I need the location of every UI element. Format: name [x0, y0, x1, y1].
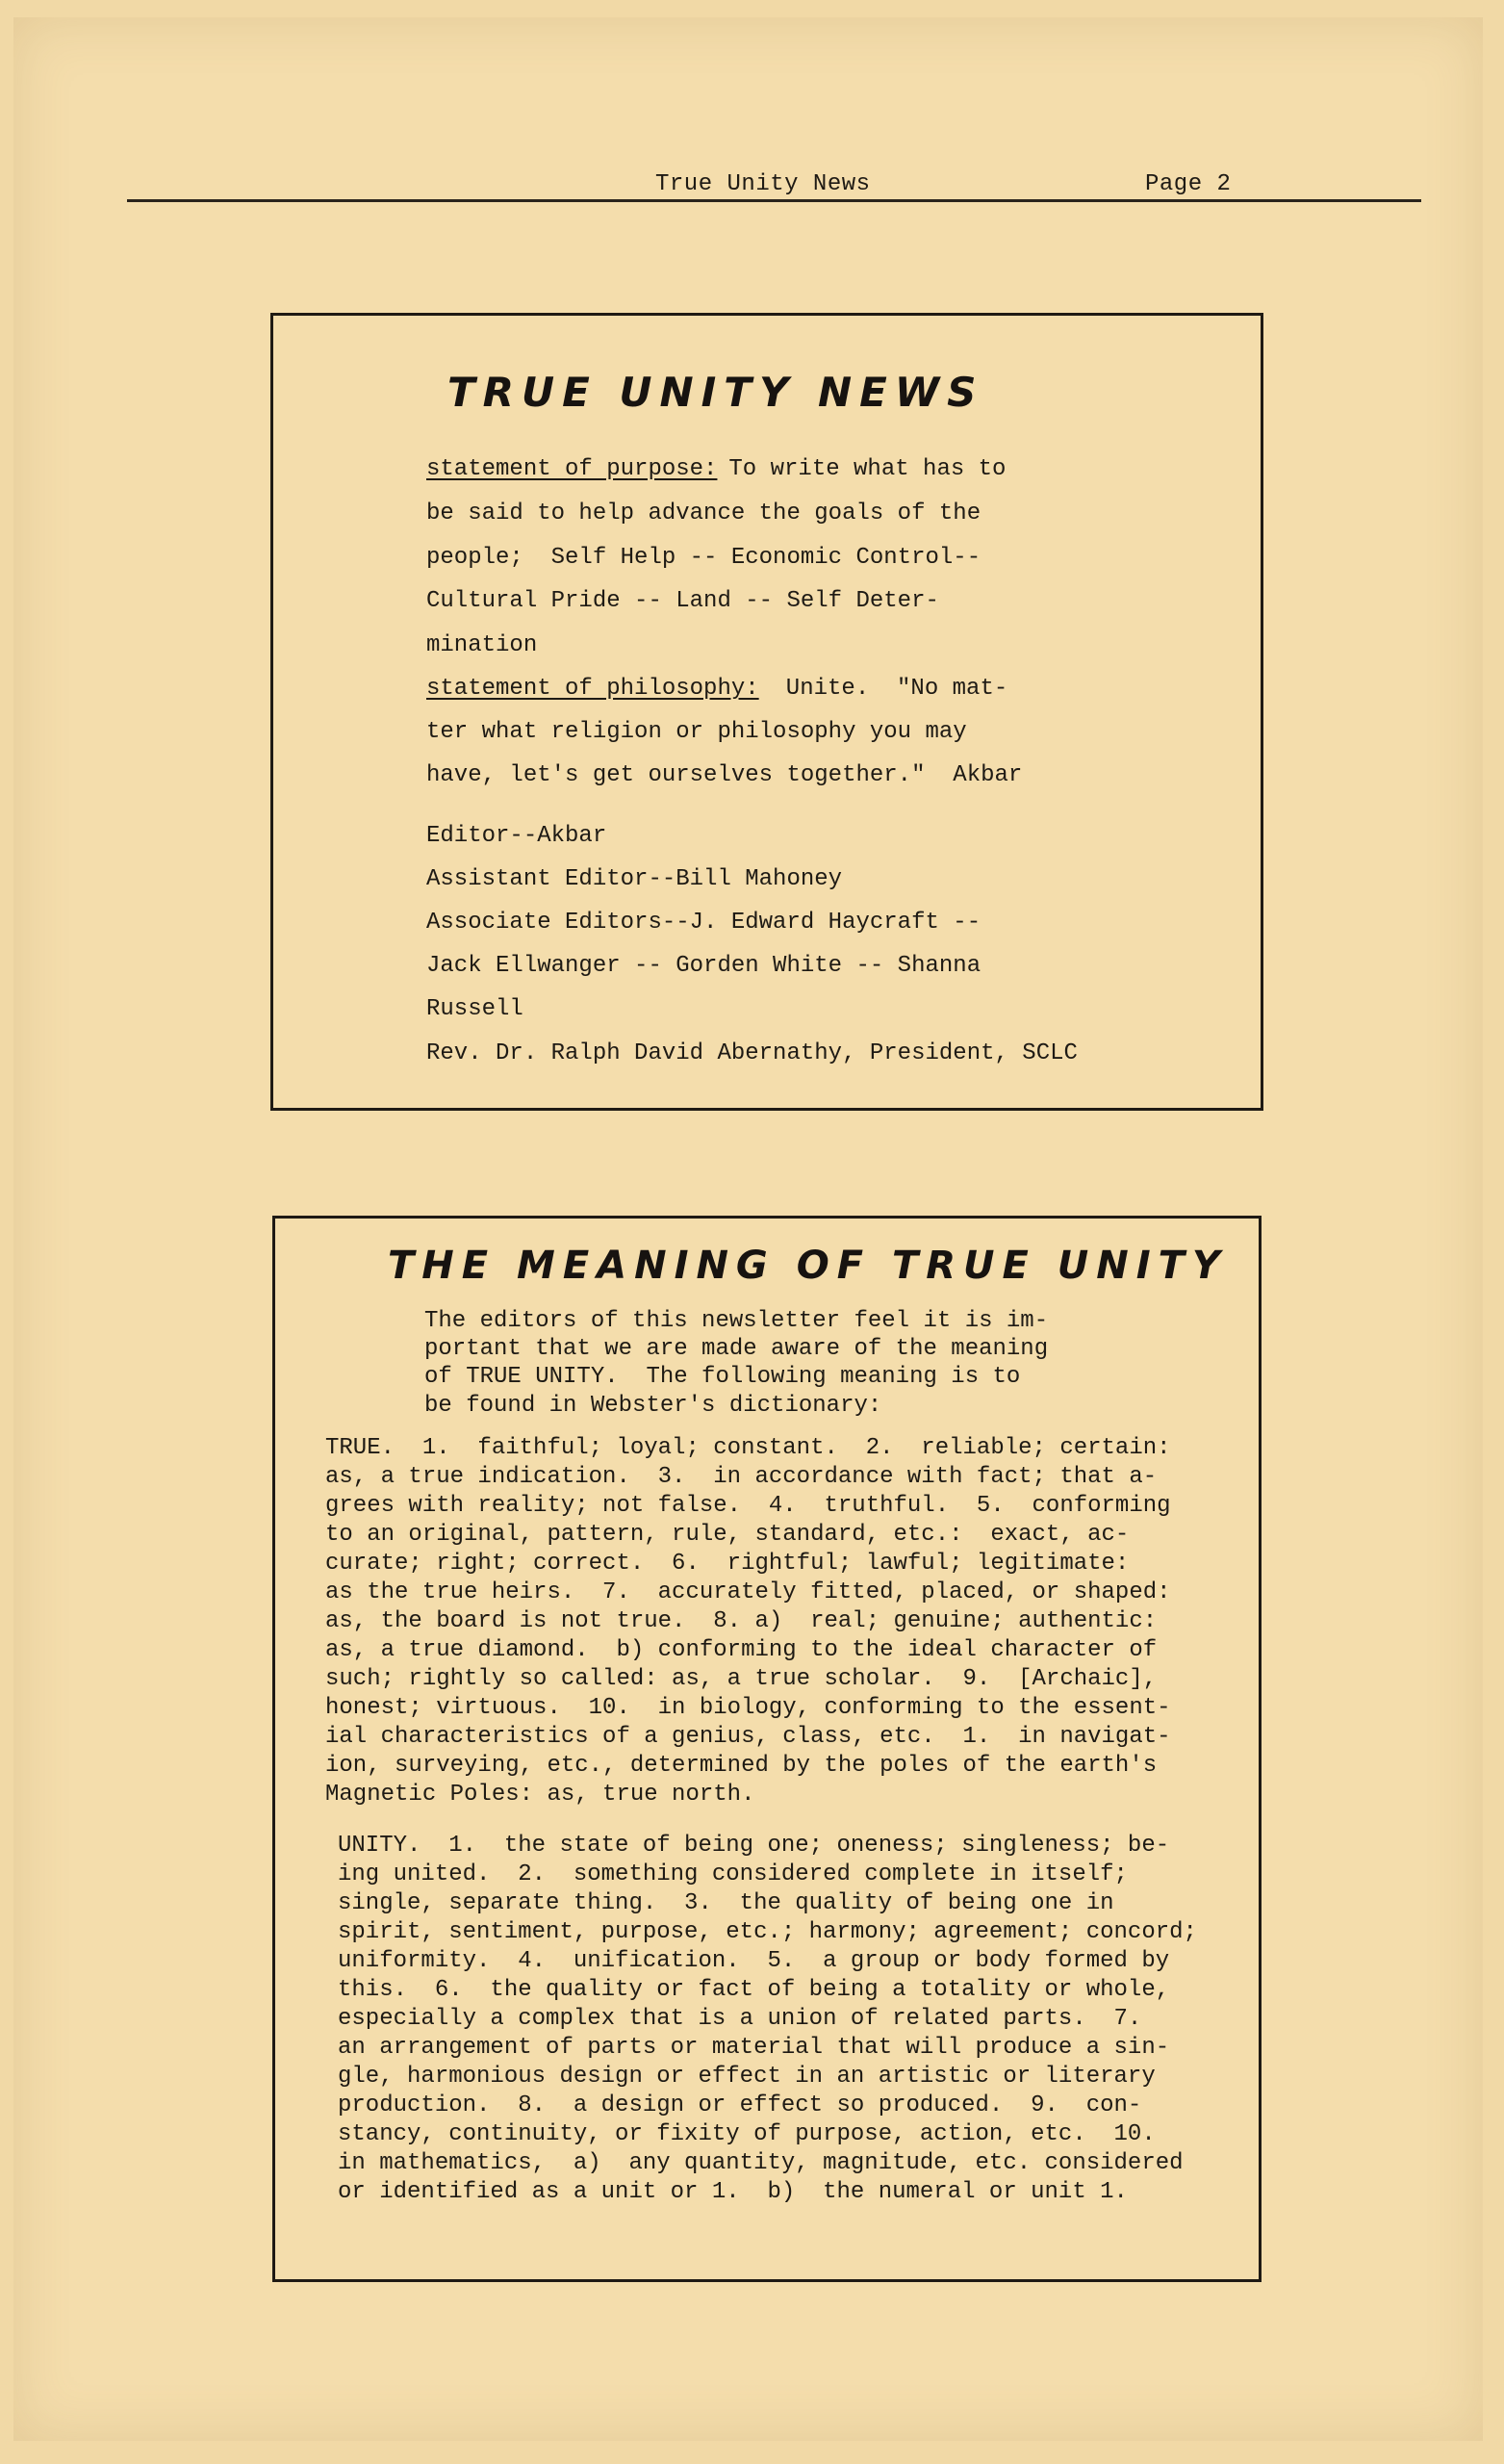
- staff-line: Jack Ellwanger -- Gorden White -- Shanna: [426, 953, 981, 979]
- purpose-line: be said to help advance the goals of the: [426, 500, 981, 526]
- header-rule: [127, 199, 1421, 202]
- philosophy-line: have, let's get ourselves together." Akbar: [426, 762, 1023, 788]
- header-page-number: Page 2: [1145, 171, 1232, 197]
- intro-line: be found in Webster's dictionary:: [424, 1393, 882, 1419]
- masthead-box: [270, 313, 1263, 1111]
- purpose-line: mination: [426, 632, 538, 658]
- staff-line: Assistant Editor--Bill Mahoney: [426, 866, 843, 892]
- intro-line: The editors of this newsletter feel it is im-: [424, 1308, 1049, 1334]
- staff-line: Rev. Dr. Ralph David Abernathy, President, SCLC: [426, 1040, 1078, 1066]
- purpose-line: Cultural Pride -- Land -- Self Deter-: [426, 588, 939, 614]
- masthead-title: TRUE UNITY NEWS: [447, 369, 984, 416]
- header-title: True Unity News: [655, 171, 871, 197]
- philosophy-line: Unite. "No mat-: [758, 676, 1008, 702]
- staff-line: Editor--Akbar: [426, 823, 607, 849]
- philosophy-line: ter what religion or philosophy you may: [426, 719, 967, 745]
- staff-line: Russell: [426, 996, 523, 1022]
- staff-line: Associate Editors--J. Edward Haycraft --: [426, 910, 981, 936]
- intro-line: of TRUE UNITY. The following meaning is to: [424, 1364, 1021, 1390]
- meaning-title: THE MEANING OF TRUE UNITY: [388, 1244, 1228, 1288]
- philosophy-label: statement of philosophy:: [426, 676, 759, 702]
- purpose-label: statement of purpose:: [426, 456, 718, 482]
- intro-line: portant that we are made aware of the meaning: [424, 1336, 1049, 1362]
- unity-definition: UNITY. 1. the state of being one; oneness; singleness; be- ing united. 2. something considered complete in itself; single, separate thing. 3. the quality of being one in spirit, sentiment, purpose, etc.; harmony; agreement; concord; uniformity. 4. unification. 5. a group or body formed by this. 6. the quality or fact of being a totality or whole, especially a complex that is a union of related parts. 7. an arrangement of parts or material that will produce a sin- gle, harmonious design or effect in an artistic or literary production. 8. a design or effect so produced. 9. con- stancy, continuity, or fixity of purpose, action, etc. 10. in mathematics, a) any quantity, magnitude, etc. considered or identified as a unit or 1. b) the numeral or unit 1.: [338, 1833, 1197, 2205]
- purpose-line: people; Self Help -- Economic Control--: [426, 545, 981, 571]
- purpose-line: To write what has to: [715, 456, 1007, 482]
- true-definition: TRUE. 1. faithful; loyal; constant. 2. reliable; certain: as, a true indication. 3. in accordance with fact; that a- grees with reality; not false. 4. truthful. 5. conforming to an original, pattern, rule, standard, etc.: exact, ac- curate; right; correct. 6. rightful; lawful; legitimate: as the true heirs. 7. accurately fitted, placed, or shaped: as, the board is not true. 8. a) real; genuine; authentic: as, a true diamond. b) conforming to the ideal character of such; rightly so called: as, a true scholar. 9. [Archaic], honest; virtuous. 10. in biology, conforming to the essent- ial characteristics of a genius, class, etc. 1. in navigat- ion, surveying, etc., determined by the poles of the earth's Magnetic Poles: as, true north.: [325, 1435, 1171, 1808]
